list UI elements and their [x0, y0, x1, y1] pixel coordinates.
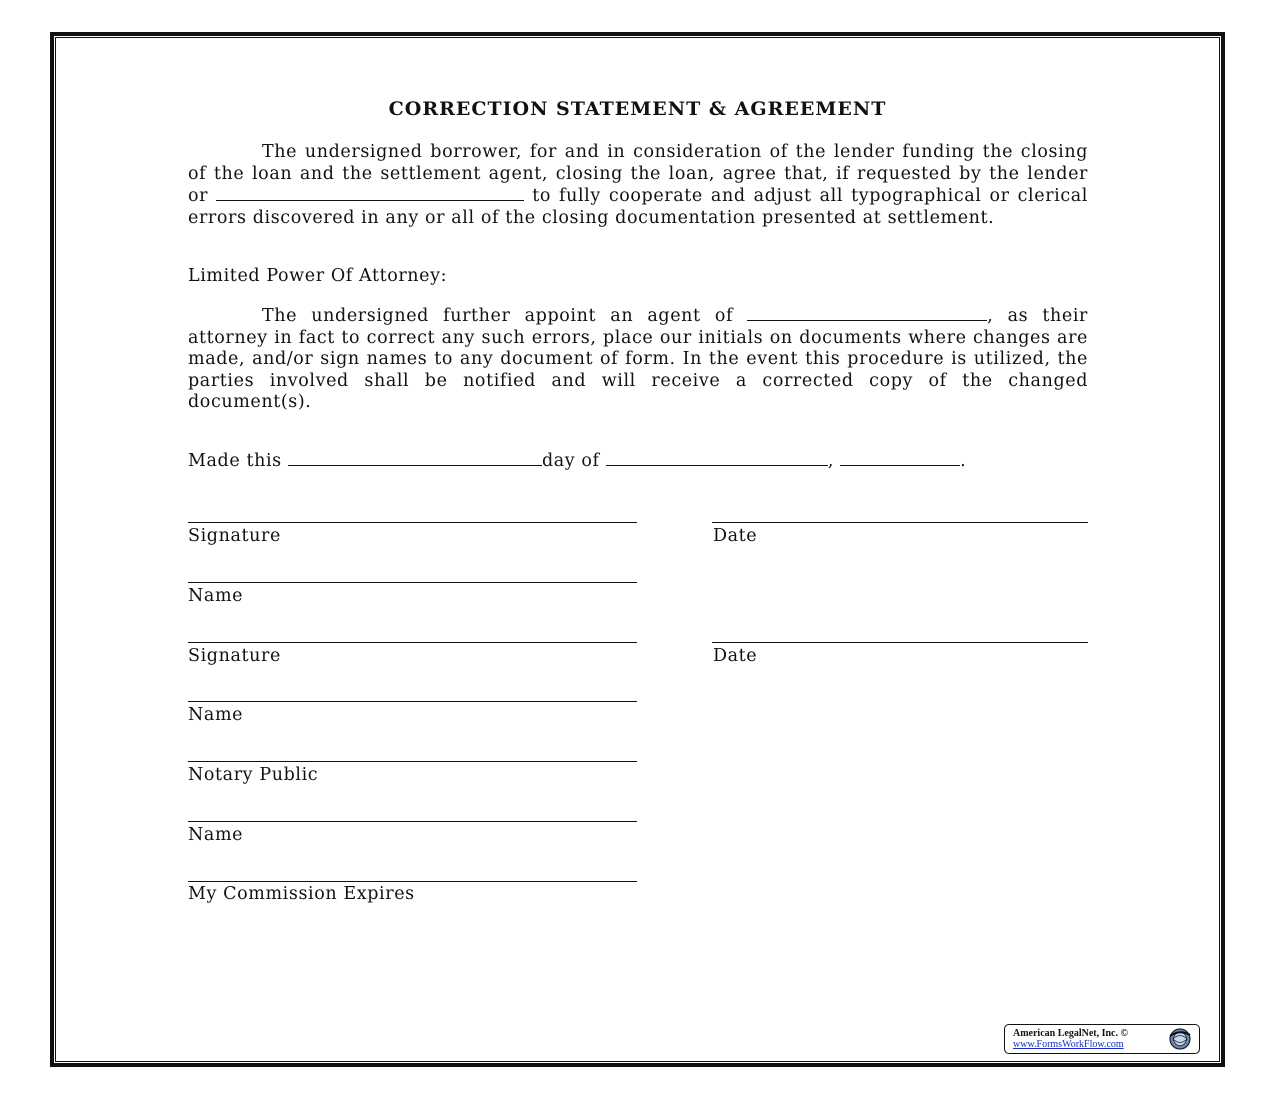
signature-1-label: Signature [188, 526, 281, 546]
lender-designee-blank[interactable] [216, 185, 524, 201]
signature-2-line[interactable] [188, 642, 637, 643]
commission-label: My Commission Expires [188, 884, 415, 904]
poa-comma: , [987, 306, 994, 326]
document-title: CORRECTION STATEMENT & AGREEMENT [388, 98, 887, 120]
notary-line[interactable] [188, 761, 637, 762]
intro-text-part2: to fully cooperate and adjust all typographical or clerical errors discovered in any or all of the closing documentation presented at settlement. [188, 186, 1088, 228]
date-2-label: Date [713, 646, 758, 666]
footer-url-link[interactable]: www.FormsWorkFlow.com [1013, 1039, 1124, 1050]
commission-line[interactable] [188, 881, 637, 882]
footer-logo [1004, 1024, 1200, 1054]
day-of-label: day of [541, 451, 600, 471]
poa-text-part1: The undersigned further appoint an agent of [262, 306, 734, 326]
footer-company-name: American LegalNet, Inc. © [1013, 1028, 1128, 1039]
name-2-label: Name [188, 705, 244, 725]
agent-name-blank[interactable] [747, 304, 987, 321]
signature-1-line[interactable] [188, 522, 637, 523]
made-this-period: . [960, 451, 967, 471]
globe-logo-icon [1167, 1027, 1193, 1051]
name-3-line[interactable] [188, 821, 637, 822]
date-2-line[interactable] [712, 642, 1088, 643]
name-1-label: Name [188, 586, 244, 606]
intro-paragraph [188, 142, 1088, 229]
poa-heading: Limited Power Of Attorney: [188, 266, 448, 286]
poa-paragraph [188, 304, 1088, 414]
made-this-line [188, 450, 966, 471]
made-this-comma: , [827, 451, 834, 471]
intro-text-part1: The undersigned borrower, for and in consideration of the lender funding the closing of the loan and the settlement agent, closing the loan, agree that, if requested by the lender or [188, 142, 1088, 206]
date-1-line[interactable] [712, 522, 1088, 523]
name-2-line[interactable] [188, 701, 637, 702]
day-blank[interactable] [288, 450, 542, 466]
notary-label: Notary Public [188, 765, 319, 785]
month-blank[interactable] [606, 450, 828, 466]
made-this-label: Made this [188, 451, 282, 471]
name-3-label: Name [188, 825, 244, 845]
name-1-line[interactable] [188, 582, 637, 583]
date-1-label: Date [713, 526, 758, 546]
poa-text-part2: as their attorney in fact to correct any such errors, place our initials on documents where changes are made, and/or sign names to any document of form. In the event this procedure is utilized, the parties involved shall be notified and will receive a corrected copy of the changed document(s). [188, 306, 1089, 412]
signature-2-label: Signature [188, 646, 281, 666]
year-blank[interactable] [840, 450, 960, 466]
